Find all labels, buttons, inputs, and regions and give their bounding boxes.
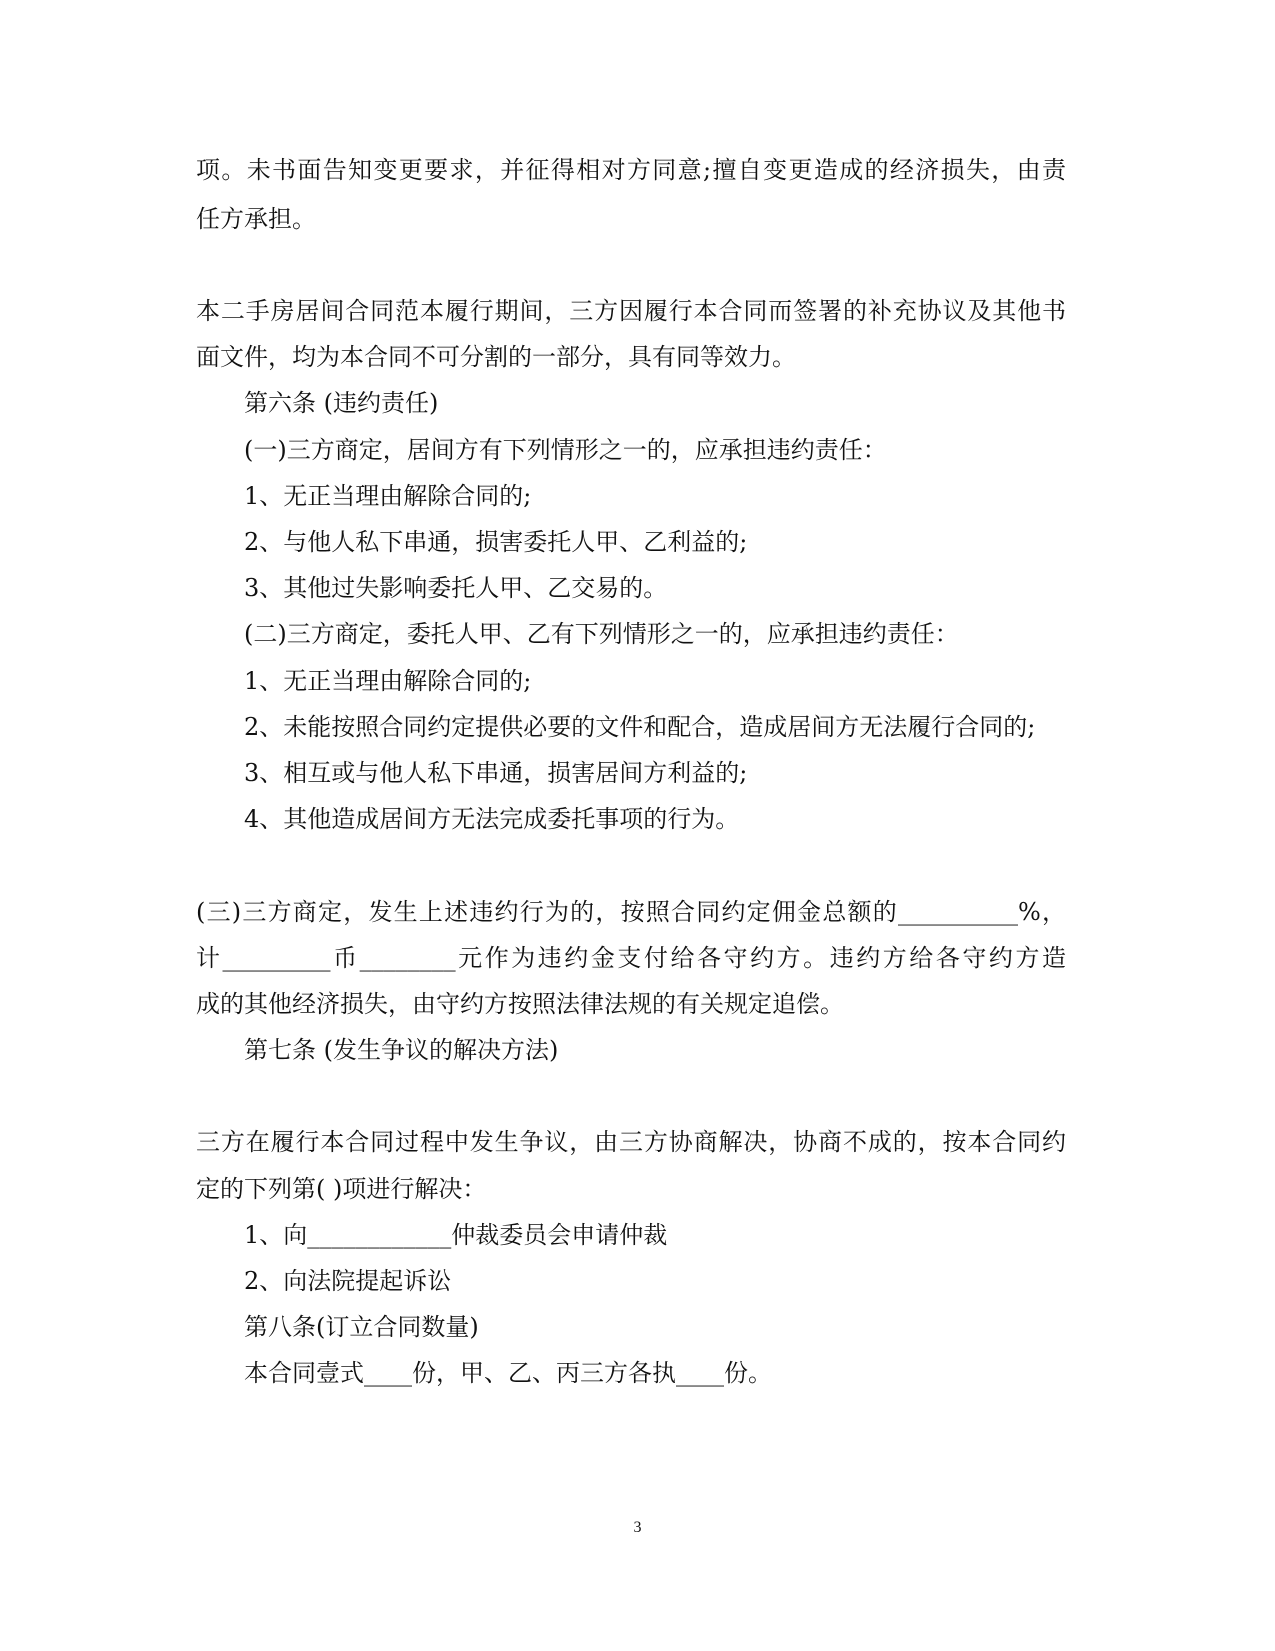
list-item: 2、未能按照合同约定提供必要的文件和配合，造成居间方无法履行合同的; xyxy=(244,713,1036,741)
clause-line: (一)三方商定，居间方有下列情形之一的，应承担违约责任： xyxy=(244,436,887,464)
clause-line: (二)三方商定，委托人甲、乙有下列情形之一的，应承担违约责任： xyxy=(244,620,959,648)
paragraph-line: 本二手房居间合同范本履行期间，三方因履行本合同而签署的补充协议及其他书 xyxy=(196,297,1066,325)
list-item: 2、与他人私下串通，损害委托人甲、乙利益的; xyxy=(244,528,748,556)
clause-line: 本合同壹式____份，甲、乙、丙三方各执____份。 xyxy=(244,1359,772,1387)
list-item: 4、其他造成居间方无法完成委托事项的行为。 xyxy=(244,805,740,833)
article-heading: 第七条 (发生争议的解决方法) xyxy=(244,1036,559,1064)
paragraph-line: 计_________币________元作为违约金支付给各守约方。违约方给各守约方造 xyxy=(196,944,1066,972)
list-item: 1、无正当理由解除合同的; xyxy=(244,482,532,510)
article-heading: 第六条 (违约责任) xyxy=(244,389,439,417)
list-item: 3、相互或与他人私下串通，损害居间方利益的; xyxy=(244,759,748,787)
list-item: 3、其他过失影响委托人甲、乙交易的。 xyxy=(244,574,668,602)
list-item: 1、向____________仲裁委员会申请仲裁 xyxy=(244,1221,668,1249)
paragraph-line: 任方承担。 xyxy=(196,205,316,233)
paragraph-line: 面文件，均为本合同不可分割的一部分，具有同等效力。 xyxy=(196,343,796,371)
paragraph-line: 三方在履行本合同过程中发生争议，由三方协商解决，协商不成的，按本合同约 xyxy=(196,1128,1066,1156)
paragraph-line: 项。未书面告知变更要求，并征得相对方同意;擅自变更造成的经济损失，由责 xyxy=(196,156,1066,184)
list-item: 2、向法院提起诉讼 xyxy=(244,1267,452,1295)
list-item: 1、无正当理由解除合同的; xyxy=(244,667,532,695)
article-heading: 第八条(订立合同数量) xyxy=(244,1313,479,1341)
paragraph-line: 成的其他经济损失，由守约方按照法律法规的有关规定追偿。 xyxy=(196,990,844,1018)
paragraph-line: 定的下列第( )项进行解决： xyxy=(196,1175,487,1203)
page-number: 3 xyxy=(633,1519,642,1536)
paragraph-line: (三)三方商定，发生上述违约行为的，按照合同约定佣金总额的__________%， xyxy=(196,898,1066,926)
